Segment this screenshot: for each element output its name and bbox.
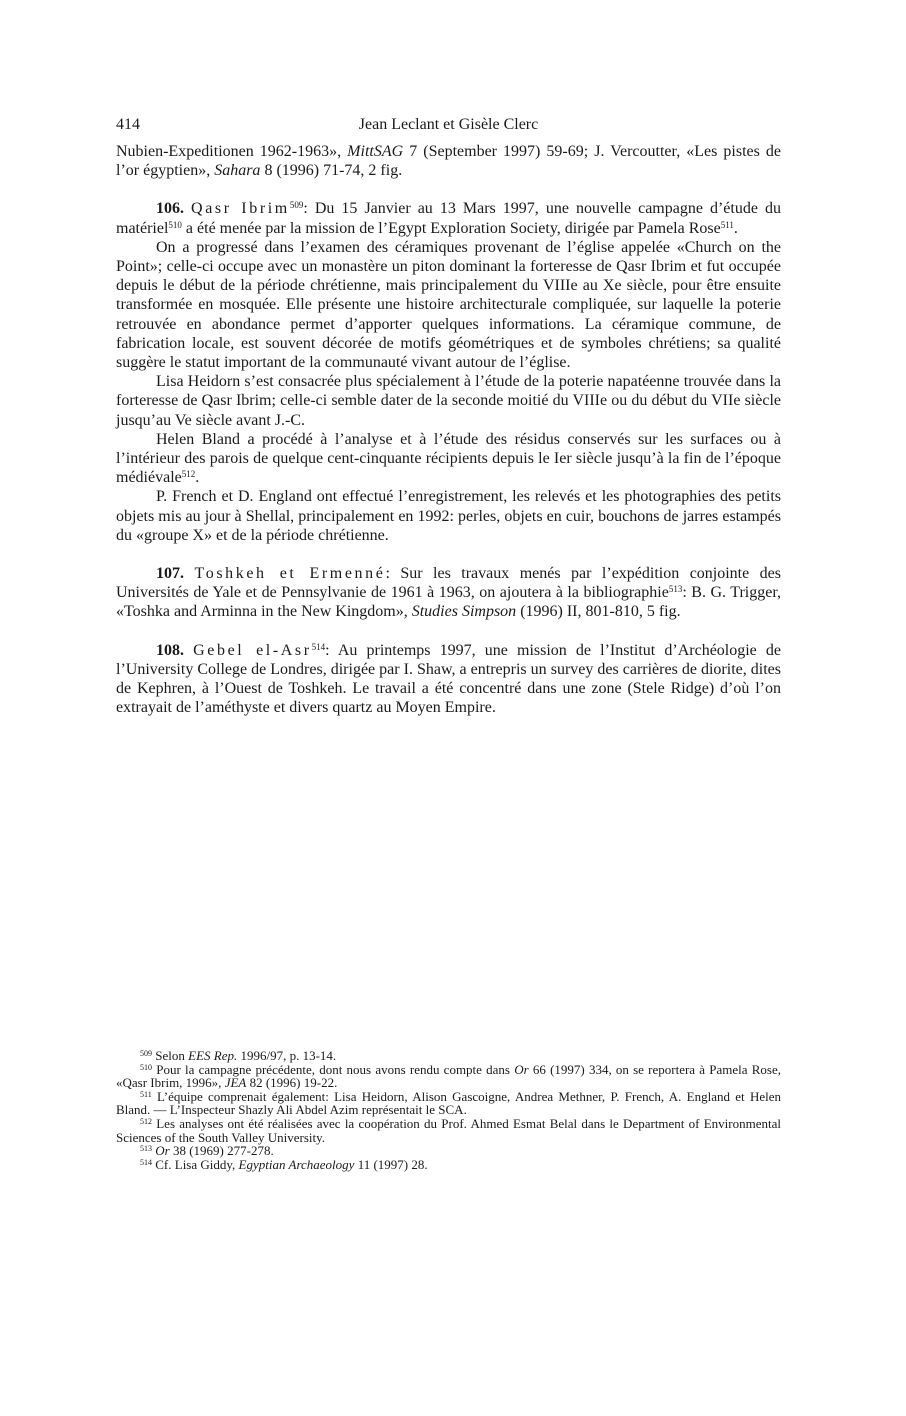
- footnote-text: Cf. Lisa Giddy,: [152, 1156, 239, 1172]
- continuation-paragraph: [116, 142, 781, 180]
- footnote-number: 514: [140, 1157, 152, 1167]
- site-name: Gebel el-Asr: [193, 641, 312, 659]
- footnote-italic: Egyptian Archaeology: [238, 1156, 355, 1172]
- footnote-italic: Or: [155, 1143, 170, 1159]
- text: : Au printemps 1997, une mission de l’Institut d’Archéologie de l’University College de Londres, dirigée par I. Shaw, a entrepris un survey des carrières de diorite, dites de Kephren, à l’Ouest de Toshkeh. Le travail a été concentré dans une zone (Stele Ridge) d’où l’on extrayait de l’améthyste et divers quartz au Moyen Empire.: [116, 641, 782, 717]
- section-106: [116, 199, 781, 545]
- paragraph: P. French et D. England ont effectué l’enregistrement, les relevés et les photographies des petits objets mis au jour à Shellal, principalement en 1992: perles, objets en cuir, bouchons de jarres estampés du «groupe X» et de la période chrétienne.: [116, 488, 781, 544]
- footnote-text: 1996/97, p. 13-14.: [237, 1048, 337, 1063]
- cont-text-1: Nubien-Expeditionen 1962-1963»,: [116, 143, 348, 160]
- footnote-514: [116, 1158, 781, 1172]
- footnote-text: 11 (1997) 28.: [354, 1156, 428, 1172]
- footnote-ref: 513: [668, 584, 683, 595]
- section-number: 107.: [156, 565, 184, 583]
- text: : Sur les travaux menés par l’expédition conjointe des Universités de Yale et de Pennsylvanie de 1961 à 1963, on ajoutera à la bibliographie: [116, 565, 782, 602]
- text: Helen Bland a procédé à l’analyse et à l’étude des résidus conservés sur les surfaces ou à l’intérieur des parois de quelque cent-cinquante récipients depuis le Ier siècle jusqu’à la fin de l’époque médiévale: [116, 430, 781, 487]
- running-head: [116, 112, 781, 142]
- footnote-511: [116, 1090, 781, 1117]
- footnote-text: 82 (1996) 19-22.: [246, 1075, 338, 1091]
- page: [116, 112, 782, 1172]
- paragraph: On a progressé dans l’examen des céramiques provenant de l’église appelée «Church on the Point»; celle-ci occupe avec un monastère un piton dominant la forteresse de Qasr Ibrim et fut occupée depuis le début de la période chrétienne, mais principalement du VIIIe au Xe siècle, pour être ensuite transformée en mosquée. Elle présente une histoire architecturale compliquée, sur laquelle la poterie retrouvée en abondance permet d’apporter quelques informations. La céramique commune, de fabrication locale, est souvent décorée de motifs géométriques et de symboles chrétiens; sa qualité suggère le statut important de la communauté vivant autour de l’église.: [116, 238, 781, 372]
- footnote-ref: 512: [181, 469, 196, 480]
- text: (1996) II, 801-810, 5 fig.: [516, 603, 681, 621]
- footnote-text: 66 (1997) 334, on se reportera à Pamela Rose, «Qasr Ibrim, 1996»,: [116, 1061, 781, 1091]
- footnote-ref: 514: [311, 641, 326, 652]
- section-number: 106.: [156, 200, 184, 218]
- section-108: [116, 641, 781, 718]
- page-number: 414: [116, 116, 140, 133]
- footnote-text: L’équipe comprenait également: Lisa Heidorn, Alison Gascoigne, Andrea Methner, P. French, A. England et Helen Bland. — L’Inspecteur Shazly Ali Abdel Azim représentait le SCA.: [116, 1088, 781, 1118]
- paragraph: [116, 564, 781, 622]
- site-name: Qasr Ibrim: [191, 200, 290, 218]
- cont-text-2: 7 (September 1997) 59-69; J. Vercoutter, «Les pistes de l’or égyptien»,: [116, 143, 781, 180]
- footnote-text: Pour la campagne précédente, dont nous avons rendu compte dans: [152, 1061, 515, 1077]
- section-107: [116, 564, 781, 622]
- section-number: 108.: [156, 641, 184, 659]
- site-name: Toshkeh et Ermenné: [194, 565, 386, 583]
- footnote-number: 511: [140, 1089, 152, 1099]
- journal-title: MittSAG: [347, 143, 404, 160]
- footnote-number: 513: [140, 1144, 152, 1154]
- text: : Du 15 Janvier au 13 Mars 1997, une nouvelle campagne d’étude du matériel: [116, 200, 781, 237]
- footnote-italic: EES Rep.: [188, 1048, 238, 1063]
- footnote-text: Selon: [152, 1048, 189, 1063]
- footnote-text: Les analyses ont été réalisées avec la coopération du Prof. Ahmed Esmat Belal dans le Department of Environmental Sciences of the South Valley University.: [116, 1115, 781, 1145]
- paragraph: [116, 199, 781, 237]
- footnote-513: [116, 1144, 781, 1158]
- footnote-ref: 509: [289, 200, 304, 211]
- footnote-number: 512: [140, 1116, 152, 1126]
- running-title: Jean Leclant et Gisèle Clerc: [358, 116, 539, 133]
- footnote-512: [116, 1117, 781, 1144]
- footnote-ref: 511: [720, 219, 734, 230]
- footnote-510: [116, 1063, 781, 1090]
- cont-text-3: 8 (1996) 71-74, 2 fig.: [260, 162, 403, 180]
- footnote-509: [116, 1049, 781, 1063]
- footnote-number: 509: [140, 1049, 152, 1058]
- footnote-text: 38 (1969) 277-278.: [169, 1143, 274, 1159]
- journal-title: Sahara: [214, 162, 261, 180]
- text: .: [195, 469, 200, 487]
- book-title: Studies Simpson: [411, 603, 517, 621]
- footnote-ref: 510: [168, 219, 182, 230]
- text: .: [733, 219, 738, 237]
- footnote-number: 510: [140, 1062, 152, 1072]
- paragraph: [116, 641, 781, 718]
- paragraph: Lisa Heidorn s’est consacrée plus spécialement à l’étude de la poterie napatéenne trouvée dans la forteresse de Qasr Ibrim; celle-ci semble dater de la seconde moitié du VIIIe ou du début du VIIe siècle jusqu’au Ve siècle avant J.-C.: [116, 373, 781, 429]
- text: : B. G. Trigger, «Toshka and Arminna in the New Kingdom»,: [116, 584, 782, 621]
- body-text: [116, 142, 781, 717]
- paragraph: [116, 430, 781, 488]
- text: a été menée par la mission de l’Egypt Exploration Society, dirigée par Pamela Rose: [181, 219, 721, 237]
- footnotes: [116, 1049, 781, 1171]
- footnote-italic: Or: [514, 1061, 529, 1077]
- footnote-italic: JEA: [224, 1075, 247, 1091]
